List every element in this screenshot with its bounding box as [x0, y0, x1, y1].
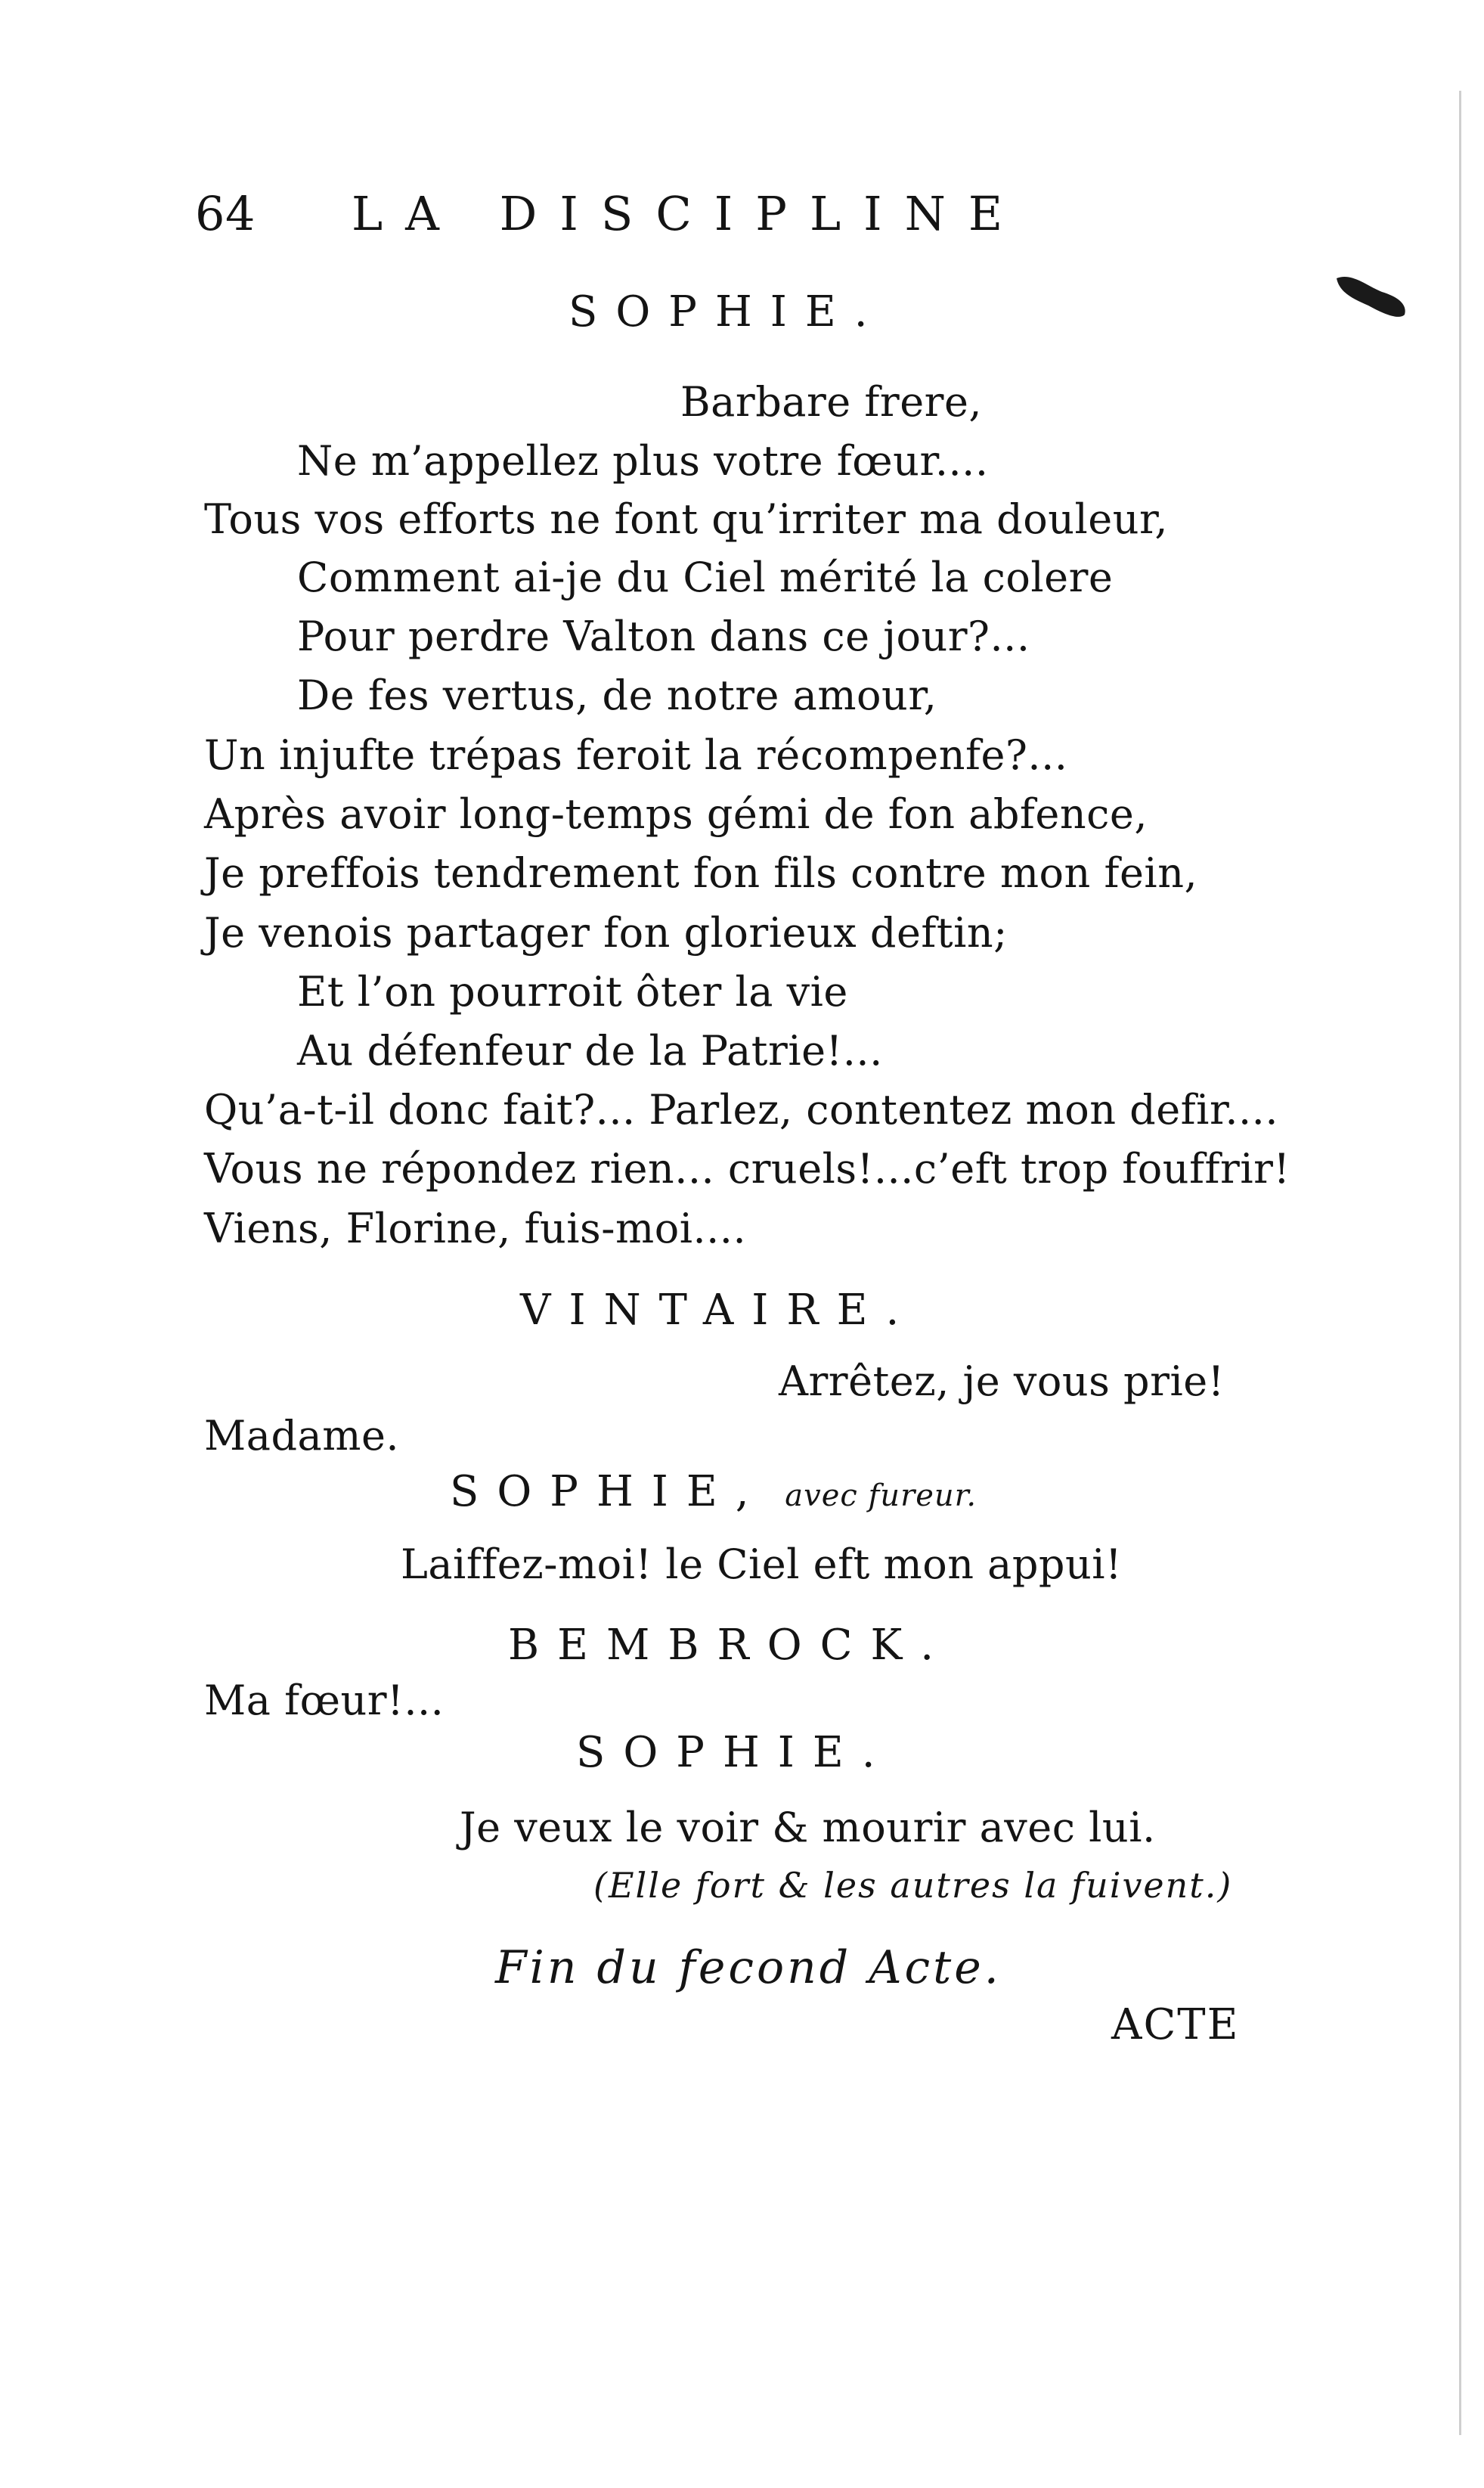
verse-line: Et l’on pourroit ôter la vie: [297, 968, 848, 1016]
stage-direction-inline: avec fureur.: [785, 1478, 977, 1513]
speaker-vintaire: VINTAIRE.: [520, 1286, 918, 1335]
verse-line: Vous ne répondez rien... cruels!...c’eft trop fouffrir!: [204, 1145, 1290, 1193]
speaker-sophie-with-direction: [450, 1467, 977, 1516]
verse-line: Barbare frere,: [680, 378, 983, 426]
verse-line: Ne m’appellez plus votre fœur....: [297, 437, 989, 485]
stage-direction: (Elle fort & les autres la fuivent.): [593, 1865, 1233, 1906]
verse-line: Je preffois tendrement fon fils contre mon fein,: [204, 849, 1198, 897]
running-title: LA DISCIPLINE: [352, 186, 1026, 241]
verse-line: Je venois partager fon glorieux deftin;: [204, 909, 1008, 957]
act-end-heading: Fin du fecond Acte.: [495, 1941, 1002, 1994]
verse-line: Un injufte trépas feroit la récompenfe?...: [204, 731, 1068, 779]
verse-line: Arrêtez, je vous prie!: [779, 1357, 1225, 1405]
verse-line: Pour perdre Valton dans ce jour?...: [297, 613, 1030, 660]
verse-line: Qu’a-t-il donc fait?... Parlez, contentez mon defir....: [204, 1086, 1278, 1134]
speaker-sophie: SOPHIE,: [450, 1467, 767, 1516]
speaker-sophie: SOPHIE.: [576, 1728, 894, 1777]
verse-line: Comment ai-je du Ciel mérité la colere: [297, 554, 1114, 601]
verse-line: Madame.: [204, 1412, 400, 1460]
verse-line: Viens, Florine, fuis-moi....: [204, 1205, 747, 1252]
page-edge-shadow: [1459, 91, 1461, 2435]
verse-line: Je veux le voir & mourir avec lui.: [460, 1804, 1156, 1851]
verse-line: Ma fœur!...: [204, 1677, 445, 1724]
catchword: ACTE: [1111, 2000, 1240, 2049]
speaker-bembrock: BEMBROCK.: [508, 1621, 953, 1670]
verse-line: Laiffez-moi! le Ciel eft mon appui!: [401, 1540, 1123, 1588]
verse-line: Au défenfeur de la Patrie!...: [297, 1027, 883, 1075]
ink-blot-icon: [1329, 271, 1412, 324]
verse-line: De fes vertus, de notre amour,: [297, 672, 937, 719]
speaker-sophie: SOPHIE.: [569, 287, 886, 337]
verse-line: Après avoir long-temps gémi de fon abfence,: [204, 790, 1148, 838]
page-number: 64: [195, 186, 256, 241]
verse-line: Tous vos efforts ne font qu’irriter ma douleur,: [204, 495, 1169, 543]
